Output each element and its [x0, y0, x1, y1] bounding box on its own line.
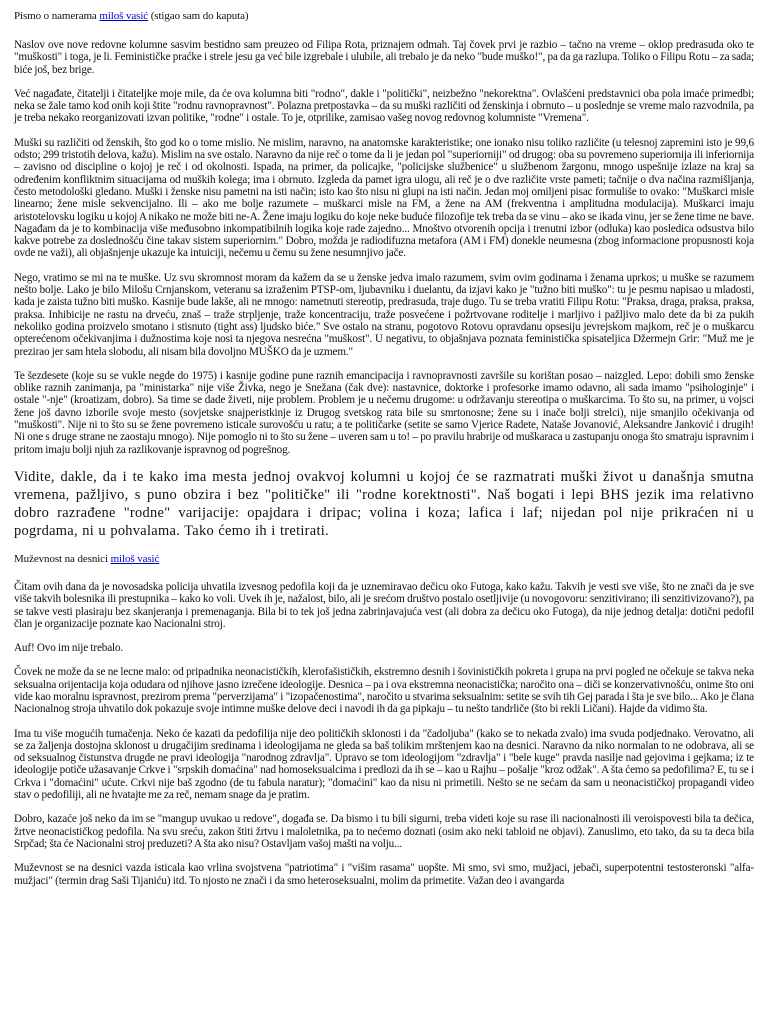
article-header: [14, 9, 754, 23]
paragraph: Čitam ovih dana da je novosadska policija uhvatila izvesnog pedofila koji da je uznemiravao dečicu oko Futoga, kako kažu. Takvih je vesti sve više, što ne znači da je sve više takvih bolesnika ili prestupnika – kako ko voli. Uvek ih je, nažalost, bilo, ali je srećom društvo postalo osetljivije (u novogovoru: senzitivirano; ili senzitivizovano?), pa se takve vesti plasiraju bez skanjeranja i premenaganja. Bila bi to tek još jedna zabrinjavajuća vest (ali dobra za dečicu oko Futoga), da nije jednog detalja: dotični pedofil član je organizacije poznate kao Nacionalni stroj.: [14, 580, 754, 630]
author-link[interactable]: miloš vasić: [99, 10, 149, 22]
article-subtitle: (stigao sam do kaputa): [150, 10, 249, 22]
paragraph: Već nagađate, čitatelji i čitateljke moje mile, da će ova kolumna biti "rodno", dakle i "politički", neizbežno "nekorektna". Ovlašćeni predstavnici oba pola imaće primedbi; neka se žale tamo kod onih koji štite "rodnu ravnopravnost". Polazna pretpostavka – da su muški različiti od ženskinja i obrnuto – u poslednje se vreme malo razvodnila, pa je treba nekako reorganizovati izvan politike, "rodne" i ostale. To je, otprilike, zamisao vašeg novog redovnog kolumniste "Vremena".: [14, 87, 754, 125]
paragraph: Te šezdesete (koje su se vukle negde do 1975) i kasnije godine pune raznih emancipacija i ravnopravnosti završile su korištan posao – naizgled. Lepo: dobili smo ženske oblike raznih zanimanja, pa "ministarka" nije više Živka, nego je Snežana (čak dve): nastavnice, doktorke i profesorke imamo odavno, ali sada imamo "psihologinje" i ostale "-nje" (kroatizam, dobro). Sa time se dade živeti, nije problem. Problem je u nečemu drugome: u održavanju stereotipa o muškarcima. To što su, na primer, u vojsci žene još davno izborile svoje mesto (sovjetske snajperistkinje iz Drugog svetskog rata bile su smrtonosne; žene su i inače bolji strelci), nije smanjilo očekivanja od "muškosti". Nije ni to što su se žene povremeno isticale surovošću u ratu; a te političarke (setite se samo Vjerice Radete, Nataše Jovanović, Aleksandre Janković i drugih! Ni one s druge strane ne zaostaju mnogo). Nije pomoglo ni to što su žene – uveren sam u to! – po pravilu hrabrije od muškaraca u zastupanju onoga što smatraju ispravnim i pritom imaju bolji njuh za razlikovanje ispravnog od pogrešnog.: [14, 369, 754, 456]
paragraph: Čovek ne može da se ne lecne malo: od pripadnika neonacističkih, klerofašističkih, ekstremno desnih i šovinističkih pokreta i grupa na prvi pogled ne očekuje se takva neka seksualna orijentacija koja odudara od njihove jasno izrečene ideologije. Desnica – pa i ova ekstremna neonacistička; naročito ona – diči se konzervativnošću, onime što oni vide kao moralnu ispravnost, prezirom prema "perverzijama" i "izopačenostima", naročito u stvarima seksualnim: setite se svih tih Gej parada i šta je sve bilo... Ako je člana Nacionalnog stroja uhvatilo dok pokazuje svoje intimne muške delove deci i navodi ih da ga pipkaju – tu nešto tandrliče (što bi rekli Ličani). Hajde da vidimo šta.: [14, 666, 754, 716]
paragraph: Nego, vratimo se mi na te muške. Uz svu skromnost moram da kažem da se u ženske jedva imalo razumem, svim ovim godinama i ženama uprkos; u muške se razumem nešto bolje. Lako je bilo Milošu Crnjanskom, veteranu sa izraženim PTSP-om, ljubavniku i duelantu, da izjavi kako je "tužno biti muško": tu je pesmu napisao u mladosti, kada je zaista tužno biti muško. Kasnije bude lakše, ali ne mnogo: nametnuti stereotip, predrasuda, traje dugo. Tu se treba vratiti Filipu Rotu: "Praksa, draga, praksa, praksa, praksa. Inhibicije ne rastu na drveću, znaš – traže strpljenje, traže koncentraciju, traže posvećene i požrtvovane roditelje i marljivo i pažljivo malo dete da bi za pukih nekoliko godina proizvelo smotano i stisnuto (tight ass) ljudsko biće." Sve ostalo na stranu, pogotovo Rotovu opravdanu opsesiju jevrejskom majkom, reč je o muškarcu opterećenom očekivanjima i dužnostima koje nosi ta njegova nesrećna "muškost". U negativu, to objašnjava poznata feministička spisateljica Džermejn Grir: "Muž me je prezirao jer sam htela slobodu, ali nisam bila dovoljno MUŠKO da je uzmem.": [14, 271, 754, 358]
paragraph: Dobro, kazaće još neko da im se "mangup uvukao u redove", događa se. Da bismo i tu bili sigurni, treba videti koje su rase ili nacionalnosti ili veroispovesti bila ta dečica, žrtve neonacističkog pedofila. Na svu sreću, zakon štiti žrtvu i maloletnika, pa to nećemo doznati (osim ako neki tabloid ne objavi). Zanuslimo, eto tako, da su ta deca bila Srpčad; šta će Nacionalni stroj preduzeti? A šta ako nisu? Ostavljam vašoj mašti na volju...: [14, 813, 754, 850]
paragraph: Naslov ove nove redovne kolumne sasvim bestidno sam preuzeo od Filipa Rota, priznajem odmah. Taj čovek prvi je razbio – tačno na vreme – oklop predrasuda oko te "muškosti" i toga, je li. Feminističke praćke i strele jesu ga već bile izgrebale i ulubile, ali trebalo je da neko "bude muško!", pa da ga razlupa. Toliko o Filipu Rotu – za sada; biće još, bez brige.: [14, 39, 754, 76]
paragraph: Ima tu više mogućih tumačenja. Neko će kazati da pedofilija nije deo političkih sklonosti i da "čadoljuba" (kako se to nekada zvalo) ima svuda podjednako. Verovatno, ali se za žaljenja dostojna sklonost u drugačijim sredinama i ideologijama ne gleda sa baš tolikim mrštenjem kao na desnici. Naravno da niko normalan to ne odobrava, ali se od seksualnog čistunstva drugde ne pravi ideologija "narodnog zdravlja". Upravo se tom ideologijom "zdravlja" i "bele kuge" pravda nasilje nad gejovima i gejkama; iz te ideologije potiče užasavanje Crkve i "srpskih domaćina" nad homoseksualcima i predlozi da ih se – kao u Rajhu – pošalje "kroz odžak". A šta ćemo sa pedofilima? E, tu se i Crkva i "domaćini" ućute. Crkvi nije baš zgodno (de tu fabula naratur); "domaćini" kao da nisu ni primetili. Nešto se ne sećam da sam u neonacističkoj propagandi video stav o pedofiliji, ali ne hvatajte me za reč, nemam snage da je pratim.: [14, 727, 754, 802]
paragraph: Auf! Ovo im nije trebalo.: [14, 642, 124, 655]
paragraph: Muški su različiti od ženskih, što god ko o tome mislio. Ne mislim, naravno, na anatomske karakteristike; one ionako nisu toliko različite (u telesnoj zapremini isto je 99,6 odsto; 299 tristotih delova, kažu). Mislim na sve ostalo. Naravno da nije reč o tome da li je jedan pol "superiorniji" od drugog: oba su povremeno superiornija ili inferiornija – zavisno od discipline o kojoj je reč i od okolnosti. Ispada, na primer, da policajke, "policijske službenice" u službenom žargonu, mnogo uspešnije izlaze na kraj sa određenim konfliktnim situacijama od muških kolega; ima i obrnuto. Izgleda da pamet igra ulogu, ali reč je o dve različite vrste pameti; tačnije o dva načina razmišljanja, često metodološki gledano. Muški i ženske nisu pametni na isti način; isto kao što nisu ni glupi na isti način. Jedan moj omiljeni pisac formuliše to ovako: "Muškarci misle linearno; žene misle sekvencijalno. Ili – ako me bolje razumete – muškarci misle na FM, a žene na AM (frekventna i amplitudna modulacija). Muškarci imaju aristotelovsku logiku u kojoj A nikako ne može biti ne-A. Žene imaju logiku do koje neke buduće filozofije tek treba da se vinu – ako se ikada vinu, jer se žene time ne bave. Nagađam da je to kombinacija više međusobno inkompatibilnih logika koje rade zajedno... Mnoštvo otvorenih opcija i trenutni izbor (odluka) kao posledica odsustva bilo kakve potrebe za doslednošću čine takav sistem superiornim." Dobro, možda je radiodifuzna metafora (AM i FM) donekle neumesna (zbog informacione propusnosti koja ovde ne važi), ali objašnjenje ukazuje ka intuiciji, nečemu u čemu su žene nesumnjivo jače.: [14, 136, 754, 260]
author-link[interactable]: miloš vasić: [110, 552, 160, 565]
article-title: Pismo o namerama: [14, 10, 97, 22]
paragraph: Muževnost se na desnici vazda isticala kao vrlina svojstvena "patriotima" i "višim rasama" uopšte. Mi smo, svi smo, mužjaci, jebači, superpotentni testosteronski "alfa-mužjaci" (termin drag Saši Tijaniću) itd. To njosto ne znači i da smo heteroseksualni, molim da primetite. Važan deo i avangarda: [14, 862, 754, 887]
lead-paragraph: Vidite, dakle, da i te kako ima mesta jednoj ovakvoj kolumni u kojoj će se razmatrati muški život u današnja smutna vremena, pažljivo, s puno obzira i bez "političke" ili "rodne korektnosti". Naš bogati i lepi BHS jezik ima relativno dobro razrađene "rodne" varijacije: opajdara i dripac; volina i koza; lafica i laf; nijedan pol nije prikraćen ni u pogrdama, ni u pohvalama. Tako ćemo ih i tretirati.: [14, 468, 754, 539]
article-title: Muževnost na desnici: [14, 552, 108, 565]
article-header: [14, 552, 754, 566]
